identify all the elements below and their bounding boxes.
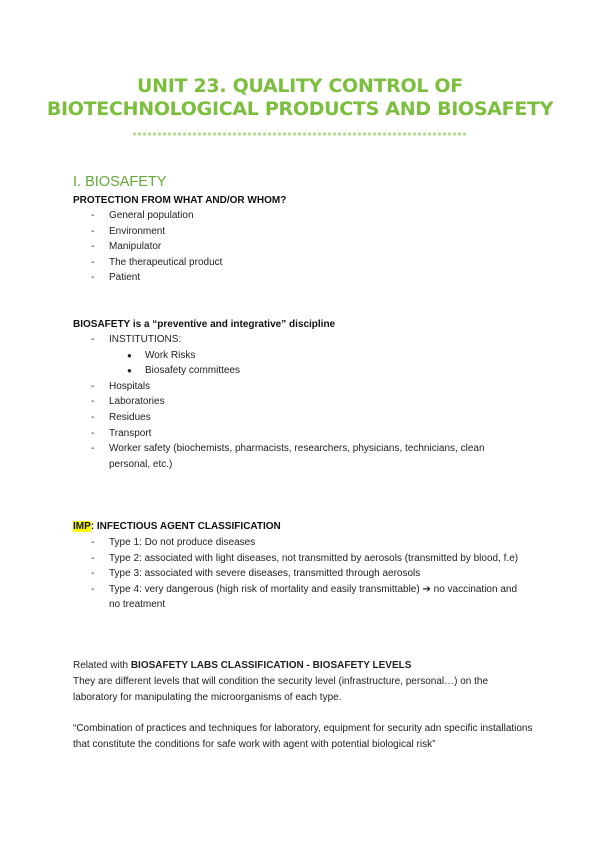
unit-title-line-1: UNIT 23. QUALITY CONTROL OF: [137, 75, 463, 97]
discipline-heading: BIOSAFETY is a “preventive and integrative” discipline: [73, 319, 336, 330]
classification-list: [0, 535, 519, 613]
labs-heading-line: [73, 658, 533, 674]
sub-list-item: ● Work Risks: [109, 348, 445, 364]
classification-heading-text: : INFECTIOUS AGENT CLASSIFICATION: [90, 521, 281, 532]
list-item: - Type 3: associated with severe diseases, transmitted through aerosols: [0, 566, 519, 582]
list-item: - Patient: [0, 270, 519, 286]
list-item: - General population: [0, 208, 519, 224]
list-item: - Residues: [0, 410, 519, 426]
list-item: - Environment: [0, 224, 519, 240]
discipline-list: [0, 332, 519, 472]
list-item: - Hospitals: [0, 379, 519, 395]
imp-highlight: IMP: [73, 521, 91, 532]
labs-bold: BIOSAFETY LABS CLASSIFICATION - BIOSAFETY LEVELS: [130, 660, 412, 671]
labs-prefix: Related with: [73, 660, 131, 671]
institutions-label: INSTITUTIONS:: [109, 334, 182, 345]
unit-title-line-2: BIOTECHNOLOGICAL PRODUCTS AND BIOSAFETY: [46, 98, 554, 120]
section-heading: I. BIOSAFETY: [73, 174, 167, 190]
list-item: - Type 2: associated with light diseases, not transmitted by aerosols (transmitted by blood, f.e): [0, 551, 519, 567]
protection-heading: PROTECTION FROM WHAT AND/OR WHOM?: [73, 195, 287, 206]
institutions-sublist: [109, 348, 519, 379]
protection-list: [0, 208, 519, 286]
list-item: - The therapeutical product: [0, 255, 519, 271]
list-item: - Type 1: Do not produce diseases: [0, 535, 519, 551]
labs-quote: “Combination of practices and techniques for laboratory, equipment for security adn specific installations that constitute the conditions for safe work with agent with potential biological risk”: [73, 723, 533, 750]
list-item: - Transport: [0, 426, 519, 442]
sub-list-item: ● Biosafety committees: [109, 363, 445, 379]
list-item: - Worker safety (biochemists, pharmacists, researchers, physicians, technicians, clean personal, etc.): [0, 441, 519, 472]
list-item: - Type 4: very dangerous (high risk of mortality and easily transmittable) ➔ no vaccination and no treatment: [0, 582, 519, 613]
list-item: - Laboratories: [0, 394, 519, 410]
dotted-divider: [132, 131, 468, 137]
list-item: - Manipulator: [0, 239, 519, 255]
list-item: [0, 332, 519, 379]
classification-heading: [73, 521, 281, 532]
labs-paragraph: They are different levels that will condition the security level (infrastructure, personal…) on the laboratory for manipulating the microorganisms of each type.: [73, 676, 489, 703]
